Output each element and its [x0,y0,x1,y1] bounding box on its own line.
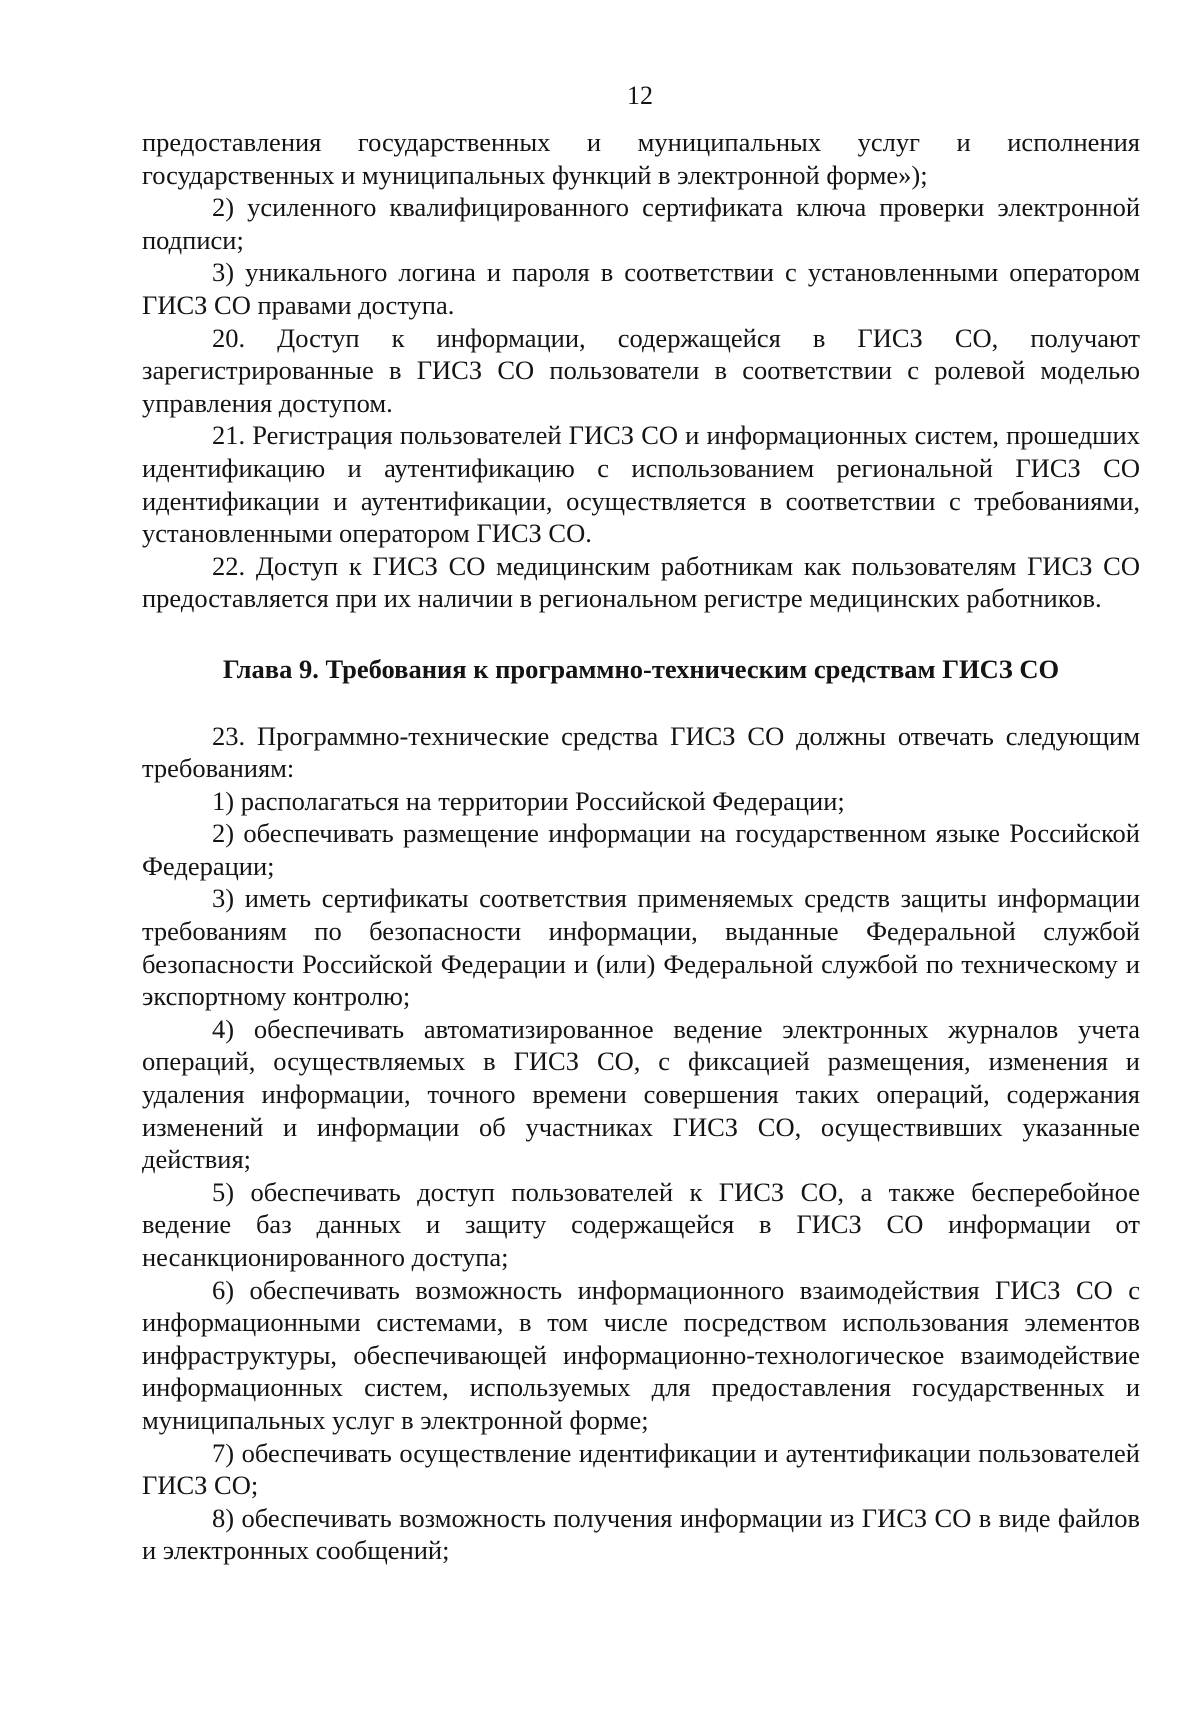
paragraph: 22. Доступ к ГИСЗ СО медицинским работникам как пользователям ГИСЗ СО предоставляется при их наличии в региональном регистре медицинских работников. [142,550,1140,614]
paragraph: 21. Регистрация пользователей ГИСЗ СО и информационных систем, прошедших идентификацию и аутентификацию с использованием региональной ГИСЗ СО идентификации и аутентификации, осуществляется в соответствии с требованиями, установленными оператором ГИСЗ СО. [142,420,1140,549]
list-item: 8) обеспечивать возможность получения информации из ГИСЗ СО в виде файлов и электронных сообщений; [142,1502,1140,1566]
list-item: 3) иметь сертификаты соответствия применяемых средств защиты информации требованиям по безопасности информации, выданные Федеральной службой безопасности Российской Федерации и (или) Федеральной службой по техническому и экспортному контролю; [142,883,1140,1012]
list-item: 2) обеспечивать размещение информации на государственном языке Российской Федерации; [142,818,1140,881]
paragraph: 23. Программно-технические средства ГИСЗ СО должны отвечать следующим требованиям: [142,720,1140,784]
list-item: 6) обеспечивать возможность информационного взаимодействия ГИСЗ СО с информационными системами, в том числе посредством использования элементов инфраструктуры, обеспечивающей информационно-технологическое взаимодействие информационных систем, используемых для предоставления государственных и муниципальных услуг в электронной форме; [142,1274,1140,1435]
paragraph: 3) уникального логина и пароля в соответствии с установленными оператором ГИСЗ СО правами доступа. [142,257,1140,320]
list-item: 1) располагаться на территории Российской Федерации; [212,785,845,816]
paragraph: 20. Доступ к информации, содержащейся в ГИСЗ СО, получают зарегистрированные в ГИСЗ СО пользователи в соответствии с ролевой моделью управления доступом. [142,322,1140,418]
list-item: 5) обеспечивать доступ пользователей к ГИСЗ СО, а также бесперебойное ведение баз данных и защиту содержащейся в ГИСЗ СО информации от несанкционированного доступа; [142,1176,1140,1272]
paragraph: 2) усиленного квалифицированного сертификата ключа проверки электронной подписи; [142,192,1140,255]
page-number: 12 [627,81,653,110]
paragraph: предоставления государственных и муниципальных услуг и исполнения государственных и муниципальных функций в электронной форме»); [142,127,1140,190]
document-body [142,126,1140,1567]
list-item: 4) обеспечивать автоматизированное ведение электронных журналов учета операций, осуществляемых в ГИСЗ СО, с фиксацией размещения, изменения и удаления информации, точного времени совершения таких операций, содержания изменений и информации об участниках ГИСЗ СО, осуществивших указанные действия; [142,1013,1140,1175]
list-item: 7) обеспечивать осуществление идентификации и аутентификации пользователей ГИСЗ СО; [142,1437,1140,1501]
chapter-heading: Глава 9. Требования к программно-техническим средствам ГИСЗ СО [222,653,1060,684]
